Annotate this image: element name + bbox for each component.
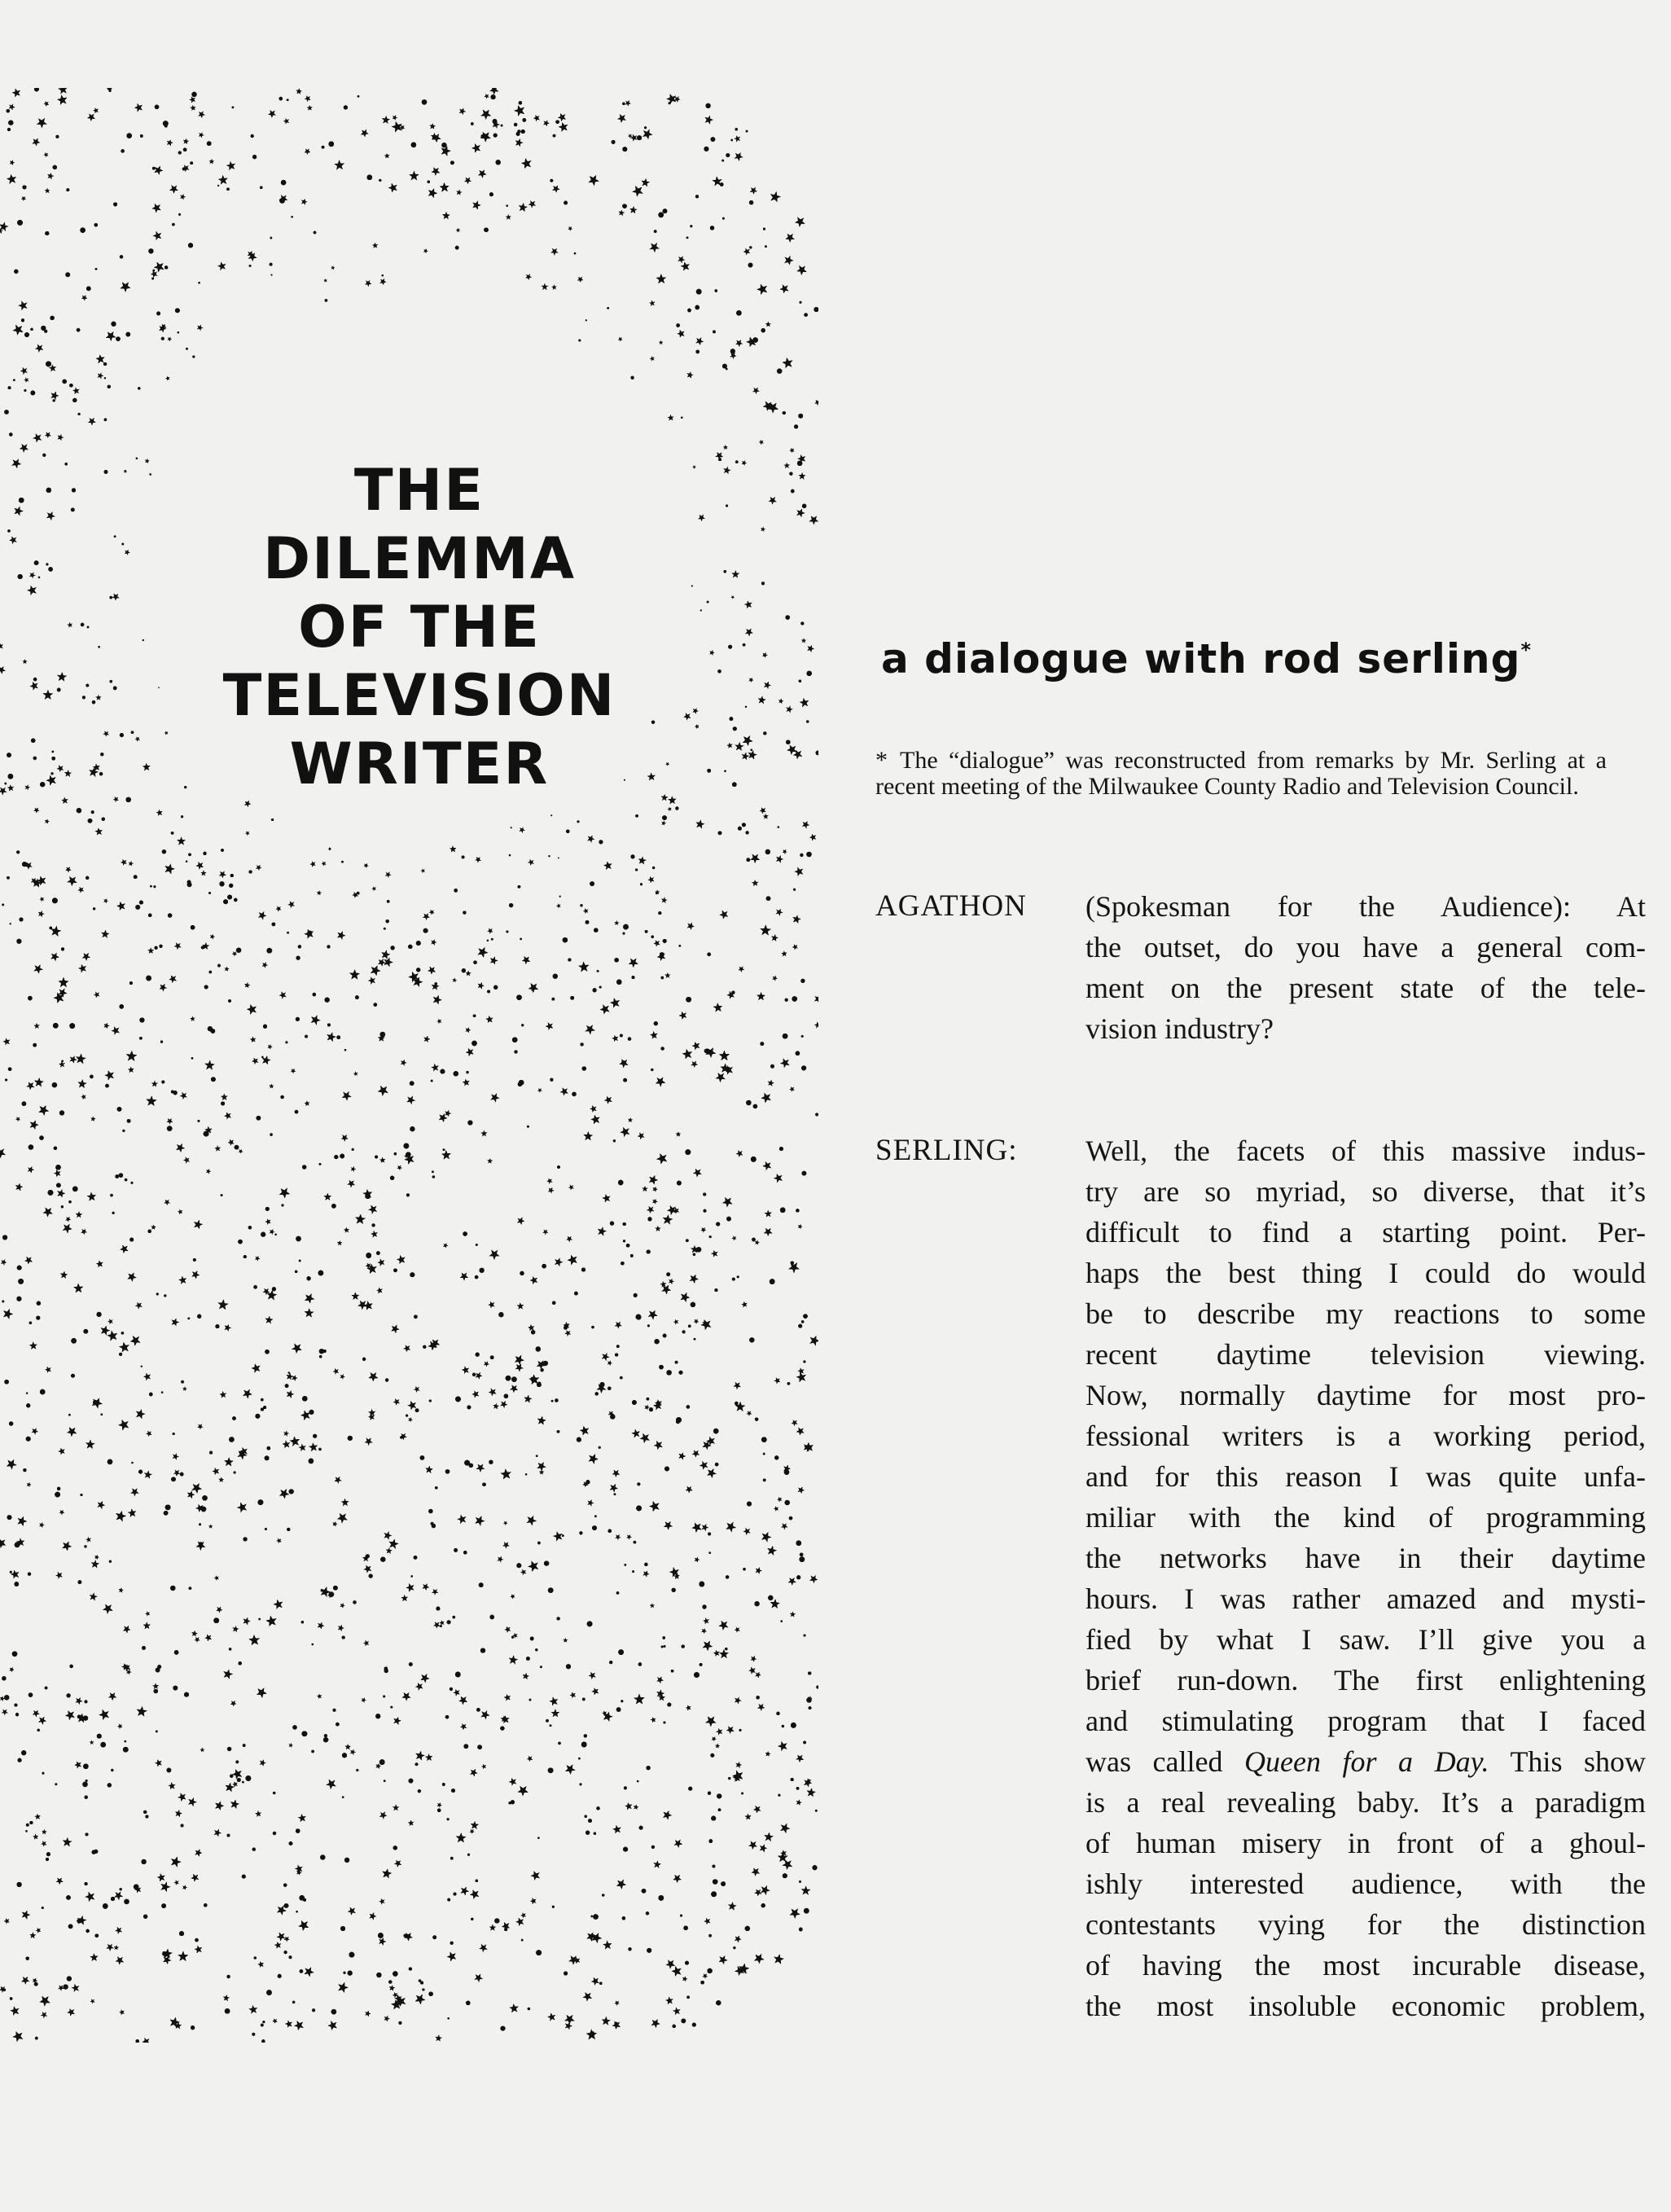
subtitle-footnote-mark: *: [1520, 639, 1533, 661]
footnote-mark: *: [875, 747, 888, 774]
speech-fragment: This show: [1489, 1745, 1646, 1778]
speech-line: difficult to find a starting point. Per-: [1085, 1216, 1646, 1249]
speech-line: try are so myriad, so diverse, that it’s: [1085, 1175, 1646, 1208]
title-line: WRITER: [289, 731, 550, 797]
speech-line: the most insoluble economic problem,: [1085, 1990, 1646, 2022]
speech-line: (Spokesman for the Audience): At: [1085, 890, 1646, 923]
speech-line: and for this reason I was quite unfa-: [1085, 1460, 1646, 1493]
speech-line: recent daytime television viewing.: [1085, 1338, 1646, 1371]
speech-text: [1085, 886, 1646, 1049]
speech-line: Now, normally daytime for most pro-: [1085, 1379, 1646, 1411]
title-line: DILEMMA: [262, 525, 577, 592]
speech-line: the outset, do you have a general com-: [1085, 931, 1646, 963]
speech-line: brief run-down. The first enlightening: [1085, 1664, 1646, 1696]
speech-line: haps the best thing I could do would: [1085, 1257, 1646, 1289]
article-subtitle: [881, 635, 1647, 682]
speech-line: is a real revealing baby. It’s a paradigm: [1085, 1786, 1646, 1819]
speech-line: fessional writers is a working period,: [1085, 1420, 1646, 1452]
speaker-name: SERLING:: [875, 1134, 1018, 1167]
subtitle-text: a dialogue with rod serling: [881, 635, 1521, 682]
title-line: TELEVISION: [222, 662, 616, 729]
speaker-name: AGATHON: [875, 889, 1027, 923]
speech-text: [1085, 1130, 1646, 2026]
speech-line: of having the most incurable disease,: [1085, 1949, 1646, 1982]
star-dots: [0, 88, 818, 2043]
speech-line: vision industry?: [1085, 1012, 1274, 1045]
speech-line: be to describe my reactions to some: [1085, 1297, 1646, 1330]
speech-fragment: was called: [1085, 1745, 1244, 1778]
speech-line: the networks have in their daytime: [1085, 1542, 1646, 1574]
speech-line: of human misery in front of a ghoul-: [1085, 1827, 1646, 1859]
title-line: THE: [353, 457, 485, 524]
title-line: OF THE: [298, 594, 541, 661]
speech-line: Well, the facets of this massive indus-: [1085, 1135, 1646, 1167]
article-title: [155, 456, 684, 798]
speech-line: ishly interested audience, with the: [1085, 1867, 1646, 1900]
speech-line: miliar with the kind of programming: [1085, 1501, 1646, 1534]
show-title: Queen for a Day.: [1244, 1745, 1489, 1778]
speech-line: ment on the present state of the tele-: [1085, 972, 1646, 1004]
speech-line: and stimulating program that I faced: [1085, 1705, 1646, 1737]
footnote: [875, 748, 1607, 800]
speech-line: hours. I was rather amazed and mysti-: [1085, 1582, 1646, 1615]
speech-line: contestants vying for the distinction: [1085, 1908, 1646, 1941]
speech-line-show-title: [1085, 1741, 1646, 1782]
stippled-star-pattern: [0, 88, 818, 2043]
footnote-text: The “dialogue” was reconstructed from remarks by Mr. Serling at a recent meeting of the Milwaukee County Radio and Television Council.: [875, 747, 1607, 800]
speech-line: fied by what I saw. I’ll give you a: [1085, 1623, 1646, 1656]
